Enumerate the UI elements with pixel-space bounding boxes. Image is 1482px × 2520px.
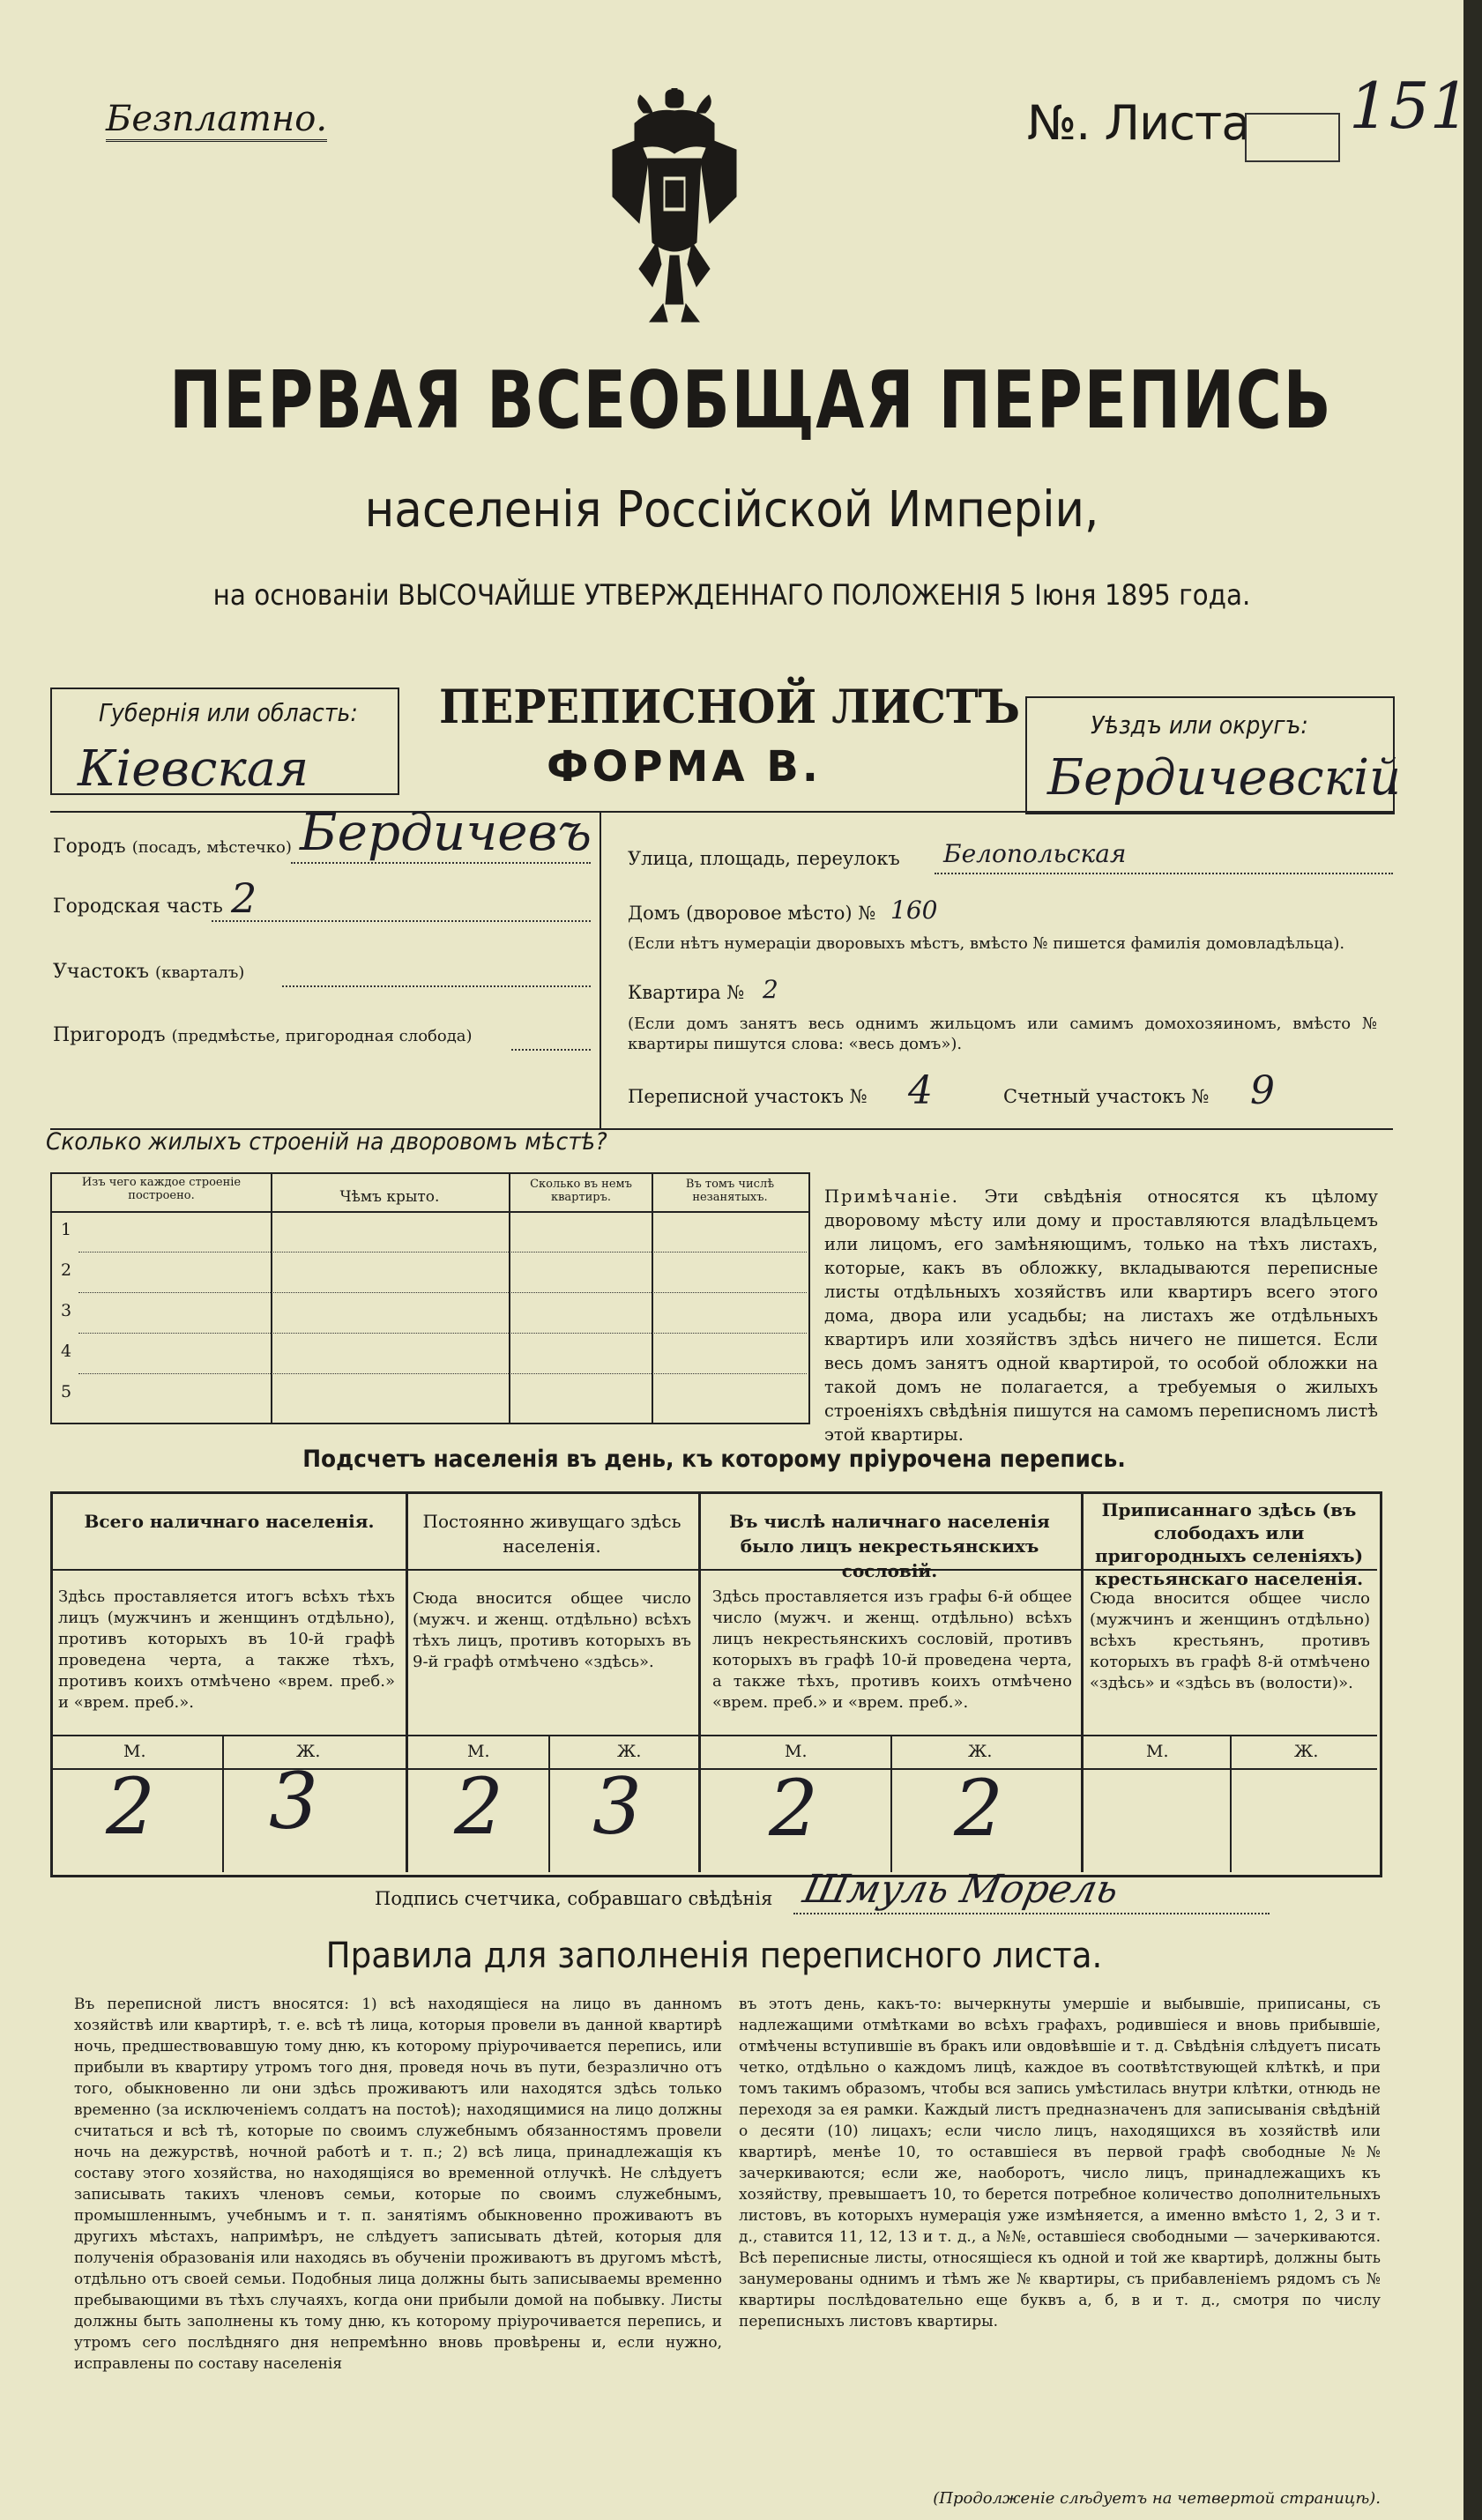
enumerator-signature: Шмуль Морель <box>799 1867 1123 1912</box>
census-district-value: 4 <box>908 1068 933 1113</box>
district-value: Бердичевскій <box>1047 749 1402 807</box>
bt-row2: 2 <box>61 1260 72 1280</box>
enumerator-signature-label: Подпись счетчика, собравшаго свѣдѣнія <box>375 1888 773 1909</box>
counting-district-label: Счетный участокъ № <box>1003 1086 1210 1107</box>
population-heading: Подсчетъ населенія въ день, къ которому пріурочена перепись. <box>302 1446 1126 1473</box>
city-dots <box>291 862 591 864</box>
bt-col3: Сколько въ немъ квартиръ. <box>530 1178 632 1204</box>
city-label-note: (посадъ, мѣстечко) <box>131 838 292 857</box>
note-label: Примѣчаніе. <box>824 1186 959 1207</box>
coat-of-arms-emblem <box>608 88 741 331</box>
apartment-value: 2 <box>763 975 778 1004</box>
street-label: Улица, площадь, переулокъ <box>628 848 900 869</box>
pt-v1 <box>406 1491 408 1872</box>
free-of-charge-label: Безплатно. <box>106 99 327 142</box>
sheet-number-label: №. Листа <box>1027 95 1250 151</box>
street-value: Белопольская <box>943 839 1127 868</box>
bt-col1: Изъ чего каждое строеніе построено. <box>81 1176 242 1202</box>
pt-col3-desc: Здѣсь проставляется изъ графы 6-й общее число (мужч. и женщ. отдѣльно) всѣхъ лицъ некрестьянскихъ сословій, противъ которыхъ въ графѣ 10-й проведена черта, а также тѣхъ, противъ коихъ отмѣчено «врем. преб.» и «врем. преб.». <box>712 1587 1072 1712</box>
suburb-label <box>53 1024 473 1046</box>
pt-value-nonpeasant-male: 2 <box>769 1763 818 1854</box>
buildings-note <box>824 1185 1378 1446</box>
city-part-label: Городская часть <box>53 896 223 918</box>
sheet-number-box <box>1245 113 1340 162</box>
suburb-dots <box>511 1049 591 1051</box>
bt-row3: 3 <box>61 1301 72 1320</box>
city-label <box>53 836 292 858</box>
district-label: Уѣздъ или округъ: <box>1091 710 1308 740</box>
pt-value-resident-male: 2 <box>454 1761 503 1852</box>
pt-value-nonpeasant-female: 2 <box>954 1763 1003 1854</box>
house-value: 160 <box>890 896 938 925</box>
address-top-rule <box>50 811 1393 813</box>
pt-col1-desc: Здѣсь проставляется итогъ всѣхъ тѣхъ лицъ (мужчинъ и женщинъ отдѣльно), противъ которыхъ въ 10-й графѣ проведена черта, а также тѣхъ, противъ коихъ отмѣчено «врем. преб.» и «врем. преб.». <box>58 1587 395 1712</box>
pt-v3 <box>1081 1491 1084 1872</box>
apartment-label: Квартира № <box>628 982 745 1003</box>
city-value: Бердичевъ <box>300 802 592 862</box>
pt-f2: Ж. <box>617 1742 642 1761</box>
precinct-label <box>53 961 244 983</box>
pt-col2-desc: Сюда вносится общее число (мужч. и женщ. отдѣльно) всѣхъ тѣхъ лицъ, противъ которыхъ въ 9-й графѣ отмѣчено «здѣсь». <box>413 1589 691 1671</box>
pt-m1: М. <box>123 1742 146 1761</box>
pt-mf2 <box>548 1735 550 1872</box>
house-label-main: Домъ (дворовое мѣсто) № <box>628 903 876 924</box>
house-note: (Если нѣтъ нумераціи дворовыхъ мѣстъ, вмѣсто № пишется фамилія домовладѣльца). <box>628 934 1345 953</box>
pt-col4-desc: Сюда вносится общее число (мужчинъ и женщинъ отдѣльно) всѣхъ крестьянъ, противъ которыхъ въ графѣ 8-й отмѣчено «здѣсь» и «здѣсь въ (волости)». <box>1090 1589 1370 1692</box>
main-title: ПЕРВАЯ ВСЕОБЩАЯ ПЕРЕПИСЬ <box>169 354 1333 447</box>
bt-d2 <box>78 1292 807 1293</box>
pt-f3: Ж. <box>968 1742 993 1761</box>
rules-continued: (Продолженіе слѣдуетъ на четвертой страницѣ). <box>933 2489 1381 2508</box>
pt-col1-header: Всего наличнаго населенія. <box>84 1511 375 1532</box>
city-part-dots <box>212 920 591 922</box>
pt-value-present-female: 3 <box>269 1756 318 1847</box>
decree-line: на основаніи ВЫСОЧАЙШЕ УТВЕРЖДЕННАГО ПОЛОЖЕНІЯ 5 Іюня 1895 года. <box>212 578 1251 612</box>
pt-col3-header: Въ числѣ наличнаго населенія было лицъ некрестьянскихъ сословій. <box>729 1511 1050 1581</box>
buildings-question: Сколько жилыхъ строеній на дворовомъ мѣстѣ? <box>46 1128 607 1156</box>
bt-col2: Чѣмъ крыто. <box>339 1188 440 1206</box>
form-title: ПЕРЕПИСНОЙ ЛИСТЪ <box>439 680 1021 734</box>
precinct-label-main: Участокъ <box>53 961 150 983</box>
pt-f1: Ж. <box>296 1742 321 1761</box>
census-district-label: Переписной участокъ № <box>628 1086 868 1107</box>
suburb-label-note: (предмѣстье, пригородная слобода) <box>171 1027 473 1045</box>
pt-f4: Ж. <box>1294 1742 1319 1761</box>
pt-col2-header: Постоянно живущаго здѣсь населенія. <box>422 1511 681 1557</box>
address-divider <box>600 811 601 1128</box>
form-type: ФОРМА В. <box>547 742 823 792</box>
street-dots <box>935 873 1393 874</box>
pt-m4: М. <box>1146 1742 1169 1761</box>
pt-value-present-male: 2 <box>106 1761 155 1852</box>
rules-column-left: Въ переписной листъ вносятся: 1) всѣ находящіеся на лицо въ данномъ хозяйствѣ или квартирѣ, т. е. всѣ тѣ лица, которыя провели въ данной квартирѣ ночь, предшествовавшую тому дню, къ которому пріурочивается перепись, или прибыли въ квартиру утромъ того дня, проведя ночь въ пути, безразлично отъ того, обыкновенно ли они здѣсь проживаютъ или находятся здѣсь только временно (за исключеніемъ солдатъ на постоѣ); находящимися на лицо должны считаться и всѣ тѣ, которые по своимъ служебнымъ обязанностямъ провели ночь на дежурствѣ, ночной работѣ и т. п.; 2) всѣ лица, принадлежащія къ составу этого хозяйства, но находящіяся во временной отлучкѣ. Не слѣдуетъ записывать такихъ членовъ семьи, которые по своимъ служебнымъ, промышленнымъ, учебнымъ и т. п. занятіямъ обыкновенно проживаютъ въ другихъ мѣстахъ, напримѣръ, не слѣдуетъ записывать дѣтей, которыя для полученія образованія или находясь въ обученіи проживаютъ въ другомъ мѣстѣ, отдѣльно отъ своей семьи. Подобныя лица должны быть записываемы временно пребывающими въ тѣхъ случаяхъ, когда они прибыли домой на побывку. Листы должны быть заполнены къ тому дню, къ которому пріурочивается перепись, и утромъ сего послѣдняго дня непремѣнно вновь провѣрены и, если нужно, исправлены по составу населенія <box>74 1996 722 2373</box>
suburb-label-main: Пригородъ <box>53 1024 166 1046</box>
pt-value-resident-female: 3 <box>592 1761 642 1852</box>
house-label <box>628 903 875 924</box>
pt-v2 <box>698 1491 701 1872</box>
bt-row5: 5 <box>61 1382 72 1401</box>
bt-d3 <box>78 1333 807 1334</box>
bt-hdr <box>52 1211 808 1213</box>
note-text: Эти свѣдѣнія относятся къ цѣлому дворовому мѣсту или дому и проставляются владѣльцемъ или лицомъ, его замѣняющимъ, только на тѣхъ листахъ, которые, какъ въ обложку, вкладываются переписные листы отдѣльныхъ хозяйствъ или квартиръ всего этого дома, двора или усадьбы; на листахъ же отдѣльныхъ квартиръ или хозяйствъ здѣсь ничего не пишется. Если весь домъ занятъ одной квартирой, то особой обложки на такой домъ не полагается, а требуемыя о жилыхъ строеніяхъ свѣдѣнія пишутся на самомъ переписномъ листѣ этой квартиры. <box>824 1186 1378 1445</box>
bt-row1: 1 <box>61 1220 72 1239</box>
rules-column-right: въ этотъ день, какъ-то: вычеркнуты умершіе и выбывшіе, приписаны, съ надлежащими отмѣтками во всѣхъ графахъ, родившіеся и вновь прибывшіе, отмѣчены вступившіе въ бракъ или овдовѣвшіе и т. д. Свѣдѣнія слѣдуетъ писать четко, отдѣльно о каждомъ лицѣ, каждое въ соотвѣтствующей клѣткѣ, и при томъ такимъ образомъ, чтобы вся запись умѣстилась внутри клѣтки, отнюдь не переходя за ея рамки. Каждый листъ предназначенъ для записыванія свѣдѣній о десяти (10) лицахъ; если число лицъ, находящихся въ хозяйствѣ или квартирѣ, менѣе 10, то оставшіеся въ первой графѣ свободные №№ зачеркиваются; если же, наоборотъ, число лицъ, принадлежащихъ къ хозяйству, превышаетъ 10, то берется потребное количество дополнительныхъ листовъ, въ которыхъ нумерація уже измѣняется, а именно вмѣсто 1, 2, 3 и т. д., ставится 11, 12, 13 и т. д., а №№, оставшіеся свободными — зачеркиваются. Всѣ переписные листы, относящіеся къ одной и той же квартирѣ, должны быть занумерованы однимъ и тѣмъ же № квартиры, съ прибавленіемъ рядомъ съ № квартиры послѣдовательно еще буквъ а, б, в и т. д., смотря по числу переписныхъ листовъ квартиры. <box>739 1996 1381 2330</box>
subtitle: населенія Россійской Имперіи, <box>364 481 1099 539</box>
pt-m3: М. <box>785 1742 808 1761</box>
province-value: Кіевская <box>78 740 309 798</box>
bt-d1 <box>78 1252 807 1253</box>
bt-d4 <box>78 1373 807 1374</box>
pt-mf4 <box>1230 1735 1232 1872</box>
bt-row4: 4 <box>61 1342 72 1361</box>
pt-m2: М. <box>467 1742 490 1761</box>
pt-col4-header: Приписаннаго здѣсь (въ слободахъ или пригородныхъ селеніяхъ) крестьянскаго населенія. <box>1094 1499 1364 1589</box>
pt-h2 <box>50 1735 1377 1736</box>
bt-col4: Въ томъ числѣ незанятыхъ. <box>685 1178 775 1204</box>
signature-dots <box>793 1913 1270 1914</box>
precinct-dots <box>282 985 591 987</box>
rules-heading: Правила для заполненія переписного листа. <box>325 1936 1103 1976</box>
province-label: Губернія или область: <box>99 698 358 727</box>
counting-district-value: 9 <box>1250 1068 1275 1113</box>
city-label-main: Городъ <box>53 836 126 858</box>
pt-mf3 <box>890 1735 892 1872</box>
pt-h3 <box>50 1768 1377 1770</box>
apartment-note: (Если домъ занятъ весь однимъ жильцомъ или самимъ домохозяиномъ, вмѣсто № квартиры пишутся слова: «весь домъ»). <box>628 1015 1377 1053</box>
pt-mf1 <box>222 1735 224 1872</box>
buildings-table <box>50 1172 810 1424</box>
precinct-label-note: (кварталъ) <box>155 963 245 982</box>
sheet-number-value: 151 <box>1349 69 1471 143</box>
city-part-value: 2 <box>231 874 257 922</box>
